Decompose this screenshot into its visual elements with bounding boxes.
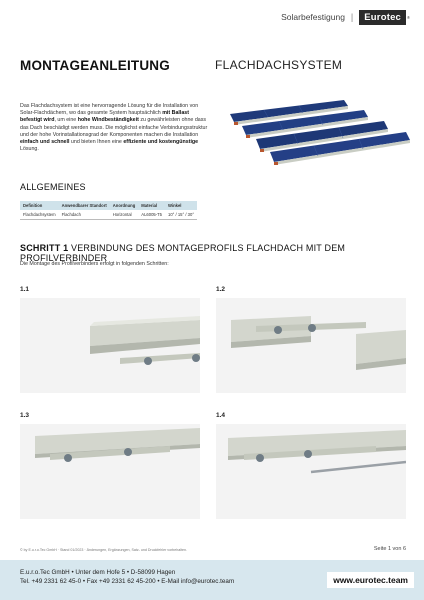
breadcrumb: Solarbefestigung [281,12,345,22]
website-link[interactable]: www.eurotec.team [327,572,414,588]
panel-label-1-2: 1.2 [216,286,226,293]
table-row [20,210,197,220]
spec-col-header: Definition [20,201,59,210]
spec-table-header-row [20,201,197,210]
step-label: SCHRITT 1 [20,243,69,253]
intro-text: , um eine [54,117,78,124]
header-separator: | [350,12,354,22]
panel-label-1-1: 1.1 [20,286,30,293]
assembly-image-1-4 [216,424,406,519]
intro-bold: mit Ballast befestigt wird [20,110,190,124]
intro-paragraph [20,103,208,153]
spec-col-header: Anwendbarer Standort [59,201,110,210]
step-title: VERBINDUNG DES MONTAGEPROFILS FLACHDACH MIT DEM PROFILVERBINDER [20,243,346,263]
rail-illustration [20,424,200,519]
footer-address-line: E.u.r.o.Tec GmbH • Unter dem Hofe 5 • D-58099 Hagen [20,569,176,576]
solar-array-image [224,92,414,166]
spec-cell: Flachdachsystem [20,210,59,220]
header-bar [281,8,410,26]
step-lead-text: Die Montage des Profilverbinders erfolgt in folgenden Schritten: [20,261,169,267]
spec-cell: Flachdach [59,210,110,220]
panel-label-1-4: 1.4 [216,412,226,419]
rail-illustration [216,298,406,393]
intro-bold: effiziente und kostengünstige [123,139,199,146]
spec-col-header: Anordnung [110,201,139,210]
spec-cell: AL6005-T5 [138,210,165,220]
spec-col-header: Material [138,201,165,210]
page-number: Seite 1 von 6 [373,546,406,552]
intro-text: Das Flachdachsystem ist eine hervorragende Lösung für die Installation von Solar-Flachdächern, wo das gesamte System hauptsächlich [20,103,199,117]
intro-text: zu gewährleisten ohne dass das Dach beschädigt werden muss. Die möglichst einfache Verbindungsstruktur und der hohe Vorinstallationsgrad der Komponenten machen die Installation [20,117,208,138]
rail-illustration [216,424,406,519]
assembly-image-1-1 [20,298,200,393]
intro-bold: hohe Windbeständigkeit [77,117,139,124]
intro-text: und bieten Ihnen eine [69,139,124,146]
rail-illustration [20,298,200,393]
spec-cell: Horizontal [110,210,139,220]
logo-mark: ® [407,14,410,20]
spec-cell: 10° / 15° / 30° [165,210,197,220]
solar-array-illustration [224,92,414,166]
footer-address [20,568,234,586]
spec-col-header: Winkel [165,201,197,210]
footer [0,560,424,600]
eurotec-logo [359,10,410,25]
logo-text: Eurotec [359,10,406,25]
spec-table [20,201,197,220]
intro-bold: einfach und schnell [20,139,70,146]
panel-label-1-3: 1.3 [20,412,30,419]
page-subtitle: FLACHDACHSYSTEM [215,58,343,72]
step-heading [20,243,424,263]
page-title: MONTAGEANLEITUNG [20,58,170,73]
assembly-image-1-3 [20,424,200,519]
copyright-note: © by E.u.r.o.Tec GmbH · Stand 01/2023 · Änderungen, Ergänzungen, Satz- und Druckfehler vorbehalten. [20,548,188,552]
general-heading: ALLGEMEINES [20,182,86,192]
intro-text: Lösung. [20,146,39,153]
footer-contact-line: Tel. +49 2331 62 45-0 • Fax +49 2331 62 45-200 • E-Mail info@eurotec.team [20,578,235,585]
assembly-image-1-2 [216,298,406,393]
